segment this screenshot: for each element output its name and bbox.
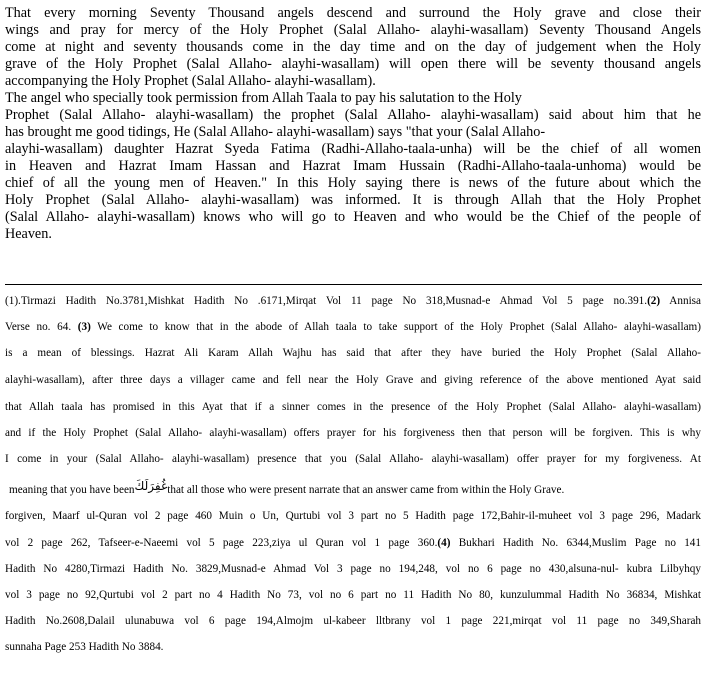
footnote-text: Verse no. 64.	[5, 321, 78, 333]
main-text-line: grave of the Holy Prophet (Salal Allaho- alayhi-wasallam) will open there will be seventy thousand angels	[5, 56, 701, 72]
footnote-text: Bukhari Hadith No. 6344,Muslim Page no 141	[450, 537, 701, 549]
main-text-line: The angel who specially took permission from Allah Taala to pay his salutation to the Holy	[5, 90, 522, 106]
footnote-line: vol 3 page no 92,Qurtubi vol 2 part no 4 Hadith No 73, vol no 6 part no 11 Hadith No 80, kunzulummal Hadith No 36834, Mishkat	[5, 589, 701, 601]
footnote-line: that Allah taala has promised in this Ayat that if a sinner comes in the presence of the Holy Prophet (Salal Allaho- alayhi-wasallam)	[5, 401, 701, 413]
arabic-phrase: غُفِرَلَكَ	[134, 479, 168, 493]
footnote-line	[5, 320, 701, 334]
main-text-line: Prophet (Salal Allaho- alayhi-wasallam) the prophet (Salal Allaho- alayhi-wasallam) said about him that he	[5, 107, 701, 123]
main-text-line: Heaven.	[5, 226, 52, 242]
footnote-text: Annisa	[660, 295, 701, 307]
main-text-line: (Salal Allaho- alayhi-wasallam) knows who will go to Heaven and who would be the Chief of the people of	[5, 209, 701, 225]
footnote-marker: (4)	[437, 537, 451, 549]
footnote-line: alayhi-wasallam), after three days a villager came and fell near the Holy Grave and giving reference of the above mentioned Ayat said	[5, 374, 701, 386]
main-text-line: wings and pray for mercy of the Holy Prophet (Salal Allaho- alayhi-wasallam) Seventy Thousand Angels	[5, 22, 701, 38]
footnote-line: Hadith No.2608,Dalail ulunabuwa vol 6 page 194,Almojm ul-kabeer lltbrany vol 1 page 221,mirqat vol 11 page no 349,Sharah	[5, 615, 701, 627]
footnote-text: forgiven, Maarf ul-Quran vol 2 page 460 Muin o Un, Qurtubi vol 3 part no 5 Hadith page 172,Bahir-il-muheet vol 3 page 296, Madark	[5, 510, 701, 522]
main-text-line: come at night and seventy thousands come in the day time and on the day of judgement when the Holy	[5, 39, 701, 55]
footnote-line	[5, 509, 701, 523]
footnote-text: (1).Tirmazi Hadith No.3781,Mishkat Hadith No .6171,Mirqat Vol 11 page No 318,Musnad-e Ahmad Vol 5 page no.391.	[5, 295, 648, 307]
footnote-line: and if the Holy Prophet (Salal Allaho- alayhi-wasallam) offers prayer for his forgiveness then that person will be forgiven. This is why	[5, 427, 701, 439]
footnote-text: vol 2 page 262, Tafseer-e-Naeemi vol 5 page 223,ziya ul Quran vol 1 page 360.	[5, 537, 438, 549]
footnote-line: Hadith No 4280,Tirmazi Hadith No. 3829,Musnad-e Ahmad Vol 3 page no 194,248, vol no 6 page no 430,alsuna-nul- kubra Lilbyhqy	[5, 563, 701, 575]
footnote-line	[5, 294, 701, 308]
footnote-text: meaning that you have been	[9, 484, 135, 496]
footnote-line	[9, 479, 659, 497]
footnote-divider	[5, 284, 702, 285]
footnote-line: I come in your (Salal Allaho- alayhi-wasallam) presence that you (Salal Allaho- alayhi-wasallam) offer prayer for my forgiveness. At	[5, 453, 701, 465]
footnote-text: that all those who were present narrate that an answer came from within the Holy Grave.	[167, 484, 565, 496]
footnote-marker: (3)	[77, 321, 91, 333]
main-text-line: Holy Prophet (Salal Allaho- alayhi-wasallam) was informed. It is through Allah that the Holy Prophet	[5, 192, 701, 208]
footnote-line	[5, 536, 701, 550]
footnote-text: We come to know that in the abode of Allah taala to take support of the Holy Prophet (Salal Allaho- alayhi-wasallam)	[90, 321, 701, 333]
footnote-line: is a mean of blessings. Hazrat Ali Karam Allah Wajhu has said that after they have buried the Holy Prophet (Salal Allaho-	[5, 347, 701, 359]
main-text-line: accompanying the Holy Prophet (Salal Allaho- alayhi-wasallam).	[5, 73, 376, 89]
footnote-line: sunnaha Page 253 Hadith No 3884.	[5, 641, 164, 653]
main-text-line: in Heaven and Hazrat Imam Hassan and Hazrat Imam Hussain (Radhi-Allaho-taala-unhoma) would be	[5, 158, 701, 174]
main-text-line: That every morning Seventy Thousand angels descend and surround the Holy grave and close their	[5, 5, 701, 21]
main-text-line: has brought me good tidings, He (Salal Allaho- alayhi-wasallam) says "that your (Salal Allaho-	[5, 124, 546, 140]
main-text-line: alayhi-wasallam) daughter Hazrat Syeda Fatima (Radhi-Allaho-taala-unha) will be the chief of all women	[5, 141, 701, 157]
main-text-line: chief of all the young men of Heaven." In this Holy saying there is news of the future about which the	[5, 175, 701, 191]
footnote-marker: (2)	[647, 295, 661, 307]
